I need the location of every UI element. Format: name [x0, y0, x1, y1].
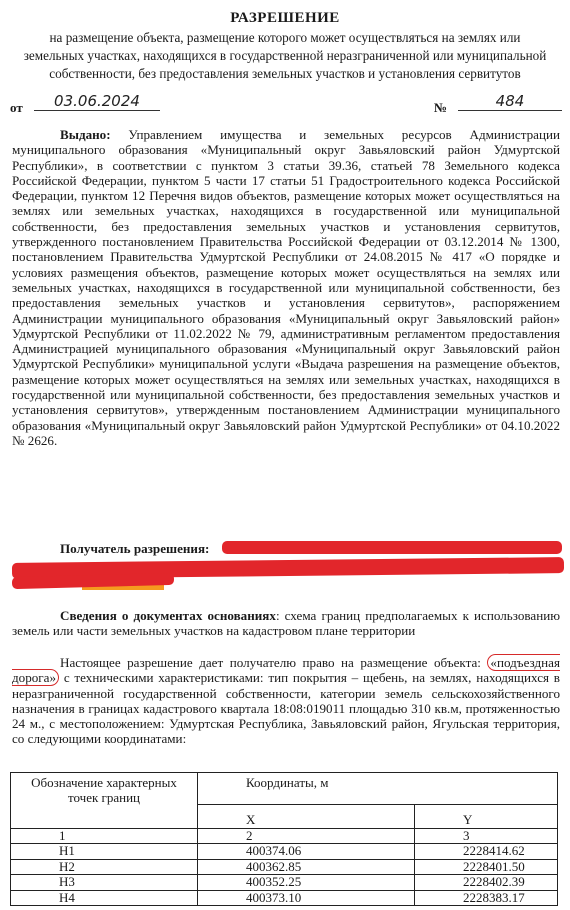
table-cell: 400352.25 — [198, 875, 415, 891]
y-header: Y — [415, 805, 558, 829]
table-cell: 400373.10 — [198, 890, 415, 906]
table-row — [11, 844, 558, 860]
table-row — [11, 875, 558, 891]
permission-paragraph — [12, 655, 560, 747]
table-cell: 400362.85 — [198, 859, 415, 875]
recipient-label: Получатель разрешения: — [60, 541, 210, 556]
table-cell: 2228383.17 — [415, 890, 558, 906]
document-title: РАЗРЕШЕНИЕ — [230, 10, 340, 26]
table-cell: 2 — [198, 828, 415, 844]
table-row — [11, 859, 558, 875]
date-label: от — [10, 100, 23, 115]
document-subtitle: на размещение объекта, размещение которого может осуществляться на землях или земельных участках, находящихся в государственной неразграниченной или муниципальной собственности, без предоставления земельных участков и установления сервитутов — [23, 30, 547, 81]
coordinates-header: Координаты, м — [198, 773, 558, 805]
table-cell: 2228401.50 — [415, 859, 558, 875]
table-header-row — [11, 773, 558, 805]
permit-number: 484 — [458, 92, 562, 111]
redaction-mark — [222, 541, 562, 554]
object-name: «подъездная дорога» — [12, 655, 560, 686]
dateline — [10, 92, 560, 120]
basis-text: : схема границ предполагаемых к использованию земель или части земельных участков на кадастровом плане территории — [12, 608, 561, 639]
permission-intro: Настоящее разрешение дает получателю право на размещение объекта: — [60, 655, 481, 670]
x-header: X — [198, 805, 415, 829]
table-cell: Н3 — [11, 875, 198, 891]
table-cell: Н4 — [11, 890, 198, 906]
number-label: № — [434, 100, 448, 115]
basis-label: Сведения о документах основаниях — [60, 608, 276, 623]
issued-text: Управлением имущества и земельных ресурсов Администрации муниципального образования «Муниципальный округ Завьяловский район Удмуртской Республики», в соответствии с пунктом 3 статьи 39.36, статьей 78 Земельного кодекса Российской Федерации, пунктом 5 части 17 статьи 51 Градостроительного кодекса Российской Федерации, пунктом 12 Перечня видов объектов, размещение которых может осуществляться на землях или земельных участках, находящихся в государственной или муниципальной собственности, без предоставления земельных участков и установления сервитутов, утвержденного постановлением Правительства Российской Федерации от 03.12.2014 № 1300, постановлением Правительства Удмуртской Республики от 24.08.2015 № 417 «О порядке и условиях размещения объектов, размещение которых может осуществляться на землях или земельных участках, находящихся в государственной или муниципальной собственности, без предоставления земельных участков и установления сервитутов», распоряжением Администрации муниципального образования «Муниципальный округ Завьяловский район» Удмуртской Республики от 11.02.2022 № 79, административным регламентом предоставления Администрацией муниципального образования «Муниципальный округ Завьяловский район Удмуртской Республики» муниципальной услуги «Выдача разрешения на размещение объектов, размещение которых может осуществляться на землях или земельных участках, находящихся в государственной или муниципальной собственности, без предоставления земельных участков и установления сервитутов», утвержденным постановлением Администрации муниципального образования «Муниципальный округ Завьяловский район Удмуртской Республики» от 04.10.2022 № 2626. — [12, 127, 560, 448]
table-cell: Н1 — [11, 844, 198, 860]
table-cell: Н2 — [11, 859, 198, 875]
issued-paragraph — [12, 127, 560, 448]
table-cell: 3 — [415, 828, 558, 844]
table-index-row — [11, 828, 558, 844]
permission-text: с техническими характеристиками: тип покрытия – щебень, на землях, находящихся в неразграниченной государственной собственности, категории земель сельскохозяйственного назначения в границах кадастрового квартала 18:08:019011 площадью 310 кв.м, протяженностью 24 м., с местоположением: Удмуртская Республика, Завьяловский район, Ягульская территория, со следующими координатами: — [12, 670, 560, 747]
issued-label: Выдано: — [60, 127, 111, 142]
coordinates-table — [10, 772, 558, 906]
table-cell: 2228414.62 — [415, 844, 558, 860]
table-cell: 1 — [11, 828, 198, 844]
table-cell: 2228402.39 — [415, 875, 558, 891]
issue-date: 03.06.2024 — [34, 92, 160, 111]
table-row — [11, 890, 558, 906]
table-cell: 400374.06 — [198, 844, 415, 860]
points-header: Обозначение характерных точек границ — [11, 773, 198, 829]
basis-paragraph — [12, 608, 560, 639]
